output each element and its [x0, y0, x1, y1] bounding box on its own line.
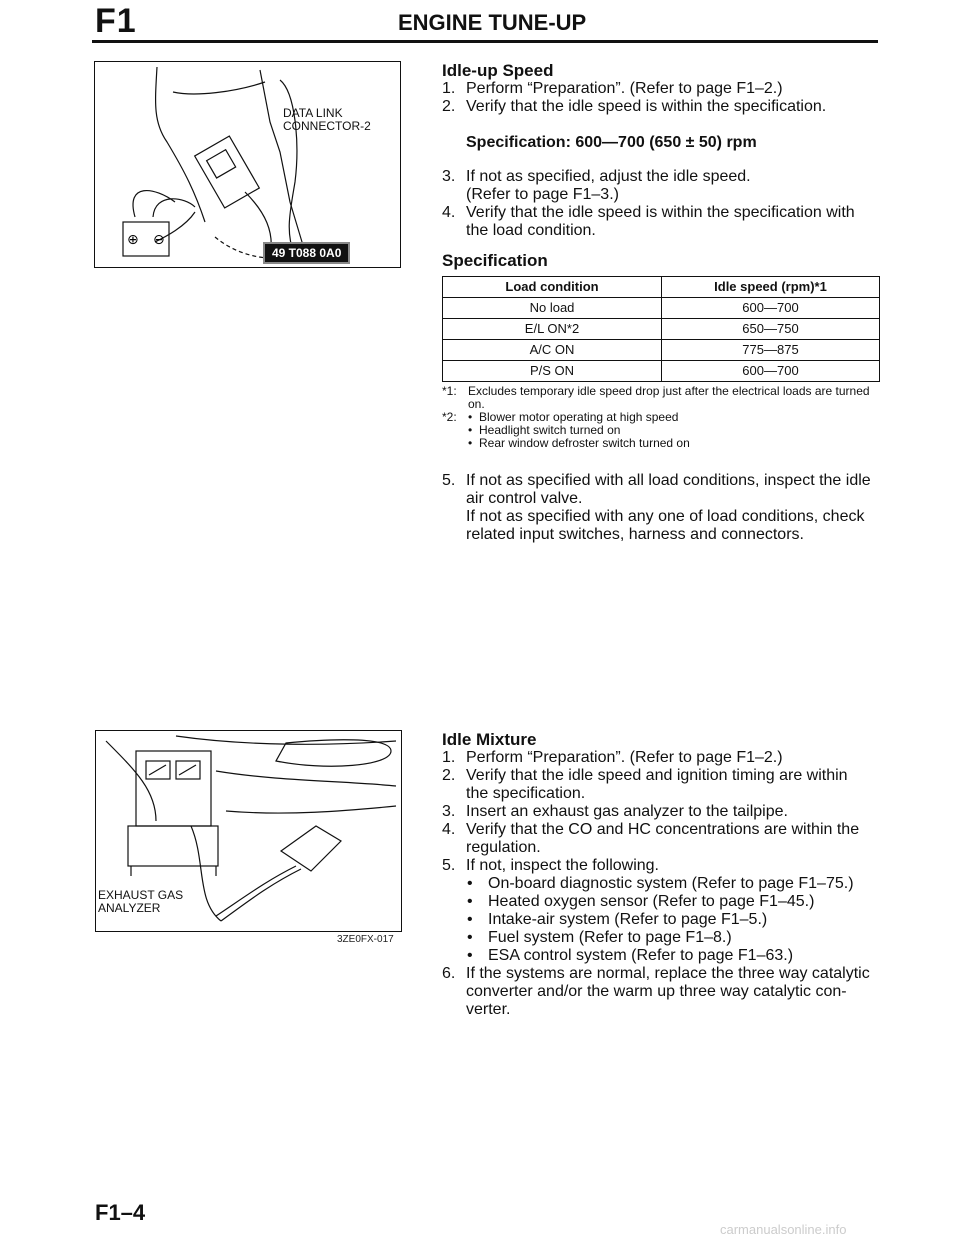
- battery-minus-icon: ⊖: [153, 232, 165, 248]
- footnote-1: *1: Excludes temporary idle speed drop just after the electrical loads are turned on.: [442, 384, 870, 411]
- list-item: • Fuel system (Refer to page F1–8.): [442, 929, 882, 947]
- table-header-row: [443, 277, 880, 298]
- table-row: A/C ON 775—875: [443, 340, 880, 361]
- list-item: • On-board diagnostic system (Refer to page F1–75.): [442, 875, 882, 893]
- idle-mixture-step-4: 4. Verify that the CO and HC concentrations are within the regulation.: [442, 821, 860, 856]
- table-header-load: Load condition: [443, 277, 662, 298]
- idle-mixture-section: [442, 731, 882, 1019]
- tool-number-tag: 49 T088 0A0: [263, 242, 350, 264]
- idle-mixture-step-1: 1. Perform “Preparation”. (Refer to page F1–2.): [442, 749, 783, 766]
- idle-mixture-step-5: 5. If not, inspect the following.: [442, 857, 659, 874]
- idle-up-specification: Specification: 600—700 (650 ± 50) rpm: [466, 134, 757, 151]
- idle-up-step-4: 4. Verify that the idle speed is within the specification with the load condition.: [442, 204, 855, 239]
- idle-up-section: [442, 62, 882, 544]
- spec-heading: Specification: [442, 251, 548, 270]
- idle-mixture-heading: Idle Mixture: [442, 730, 537, 749]
- list-item: • Heated oxygen sensor (Refer to page F1–45.): [442, 893, 882, 911]
- figure-code: 3ZE0FX-017: [337, 934, 394, 945]
- idle-mixture-step-6: 6. If the systems are normal, replace the three way catalytic converter and/or the warm up three way catalytic con- verter.: [442, 965, 870, 1018]
- figure-data-link-connector: [94, 61, 401, 268]
- idle-up-heading: Idle-up Speed: [442, 61, 554, 80]
- idle-up-step-5: 5. If not as specified with all load conditions, inspect the idle air control valve. If not as specified with any one of load conditions, check related input switches, harness and connectors.: [442, 472, 871, 543]
- page-title: ENGINE TUNE-UP: [398, 10, 587, 35]
- exhaust-gas-analyzer-label: EXHAUST GAS ANALYZER: [98, 888, 184, 915]
- table-header-speed: Idle speed (rpm)*1: [662, 277, 880, 298]
- table-row: E/L ON*2 650—750: [443, 319, 880, 340]
- figure-exhaust-gas-analyzer: [95, 730, 402, 932]
- header-rule: [92, 40, 878, 43]
- footnote-2: *2: • Blower motor operating at high speed • Headlight switch turned on • Rear window defroster switch turned on: [442, 411, 882, 450]
- page-number: F1–4: [95, 1200, 146, 1225]
- list-item: • ESA control system (Refer to page F1–63.): [442, 947, 882, 965]
- idle-up-step-3: 3. If not as specified, adjust the idle speed. (Refer to page F1–3.): [442, 168, 751, 203]
- idle-mixture-step-2: 2. Verify that the idle speed and ignition timing are within the specification.: [442, 767, 848, 802]
- section-code: F1: [95, 2, 137, 40]
- idle-mixture-step-3: 3. Insert an exhaust gas analyzer to the tailpipe.: [442, 803, 788, 820]
- table-row: No load 600—700: [443, 298, 880, 319]
- battery-plus-icon: ⊕: [127, 232, 139, 248]
- data-link-connector-label: DATA LINK CONNECTOR-2: [283, 106, 371, 133]
- idle-up-step-2: 2. Verify that the idle speed is within the specification.: [442, 98, 827, 115]
- idle-speed-table: [442, 276, 880, 382]
- table-row: P/S ON 600—700: [443, 361, 880, 382]
- figure-data-link-illustration: [95, 62, 400, 267]
- list-item: • Intake-air system (Refer to page F1–5.): [442, 911, 882, 929]
- idle-up-step-1: 1. Perform “Preparation”. (Refer to page F1–2.): [442, 80, 783, 97]
- watermark: carmanualsonline.info: [720, 1222, 847, 1237]
